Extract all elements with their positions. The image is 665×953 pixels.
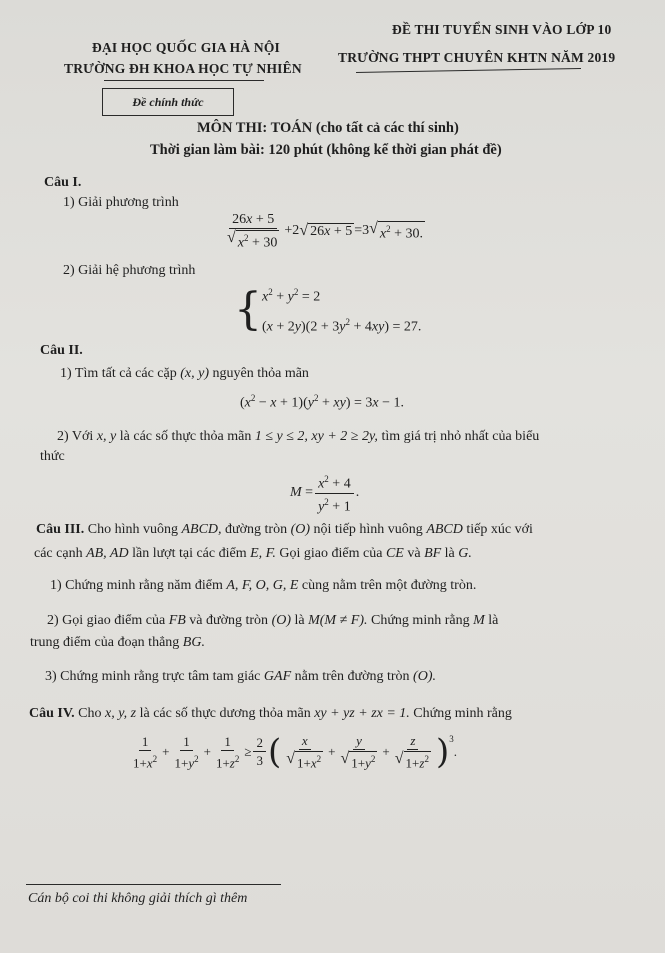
q3-l1-c: nội tiếp hình vuông <box>313 522 423 537</box>
q4-inequality: $\frac{1}{1+x^2}$ + $\frac{1}{1+y^2}$ + $\frac{1}{1+z^2}$ ≥ $\frac{2}{3}$ ( x √ $1+x^2$ + y √ $1+y^2$ + z √ $1+z^2$ ) $^3$ . <box>133 731 457 772</box>
q3-p2-fb: FB <box>168 613 186 628</box>
q3-p3-gaf: GAF <box>263 669 292 684</box>
q3-l1-o: (O) <box>290 522 311 537</box>
q3-line2 <box>34 545 472 563</box>
q3-l1-abcd2: ABCD <box>426 522 463 537</box>
q3-p2-o: (O) <box>271 613 291 628</box>
q1-part2-text: 2) Giải hệ phương trình <box>63 263 196 278</box>
q3-p3-o: (O). <box>413 669 436 684</box>
q3-p2-bg: BG. <box>182 635 205 650</box>
q2-p1-tail: nguyên thỏa mãn <box>212 366 309 381</box>
faculty-name: TRƯỜNG ĐH KHOA HỌC TỰ NHIÊN <box>64 61 302 76</box>
q3-l2-e: là <box>444 546 455 561</box>
school-name: TRƯỜNG THPT CHUYÊN KHTN NĂM 2019 <box>338 50 616 65</box>
q3-p2-m: M(M ≠ F). <box>308 613 368 628</box>
header-right-rule <box>356 68 581 73</box>
exam-time: Thời gian làm bài: 120 phút (không kể thời gian phát đề) <box>150 142 502 158</box>
q3-p2-e: là <box>488 613 499 628</box>
q2-expression-m: M = $\frac{x^2 + 4}{y^2 + 1}$ . <box>290 474 360 515</box>
q2-p2-a: 2) Với <box>57 429 94 444</box>
exam-title: ĐỀ THI TUYỂN SINH VÀO LỚP 10 <box>392 22 612 37</box>
q3-l1-a: Cho hình vuông <box>87 522 178 537</box>
q3-l1-d: tiếp xúc với <box>466 522 533 537</box>
q4-line1 <box>29 705 512 723</box>
q2-p2-cond: 1 ≤ y ≤ 2, xy + 2 ≥ 2y, <box>254 429 378 444</box>
q3-l1-b: đường tròn <box>225 522 288 537</box>
university-name: ĐẠI HỌC QUỐC GIA HÀ NỘI <box>92 40 280 55</box>
q1-title: Câu I. <box>44 175 82 190</box>
q3-l2-ab: AB, AD <box>86 546 129 561</box>
q1-part1-text: 1) Giải phương trình <box>63 195 179 210</box>
q3-p3-a: 3) Chứng minh rằng trực tâm tam giác <box>45 669 261 684</box>
q2-p1-text: 1) Tìm tất cả các cặp <box>60 366 177 381</box>
q3-p2-b: và đường tròn <box>189 613 269 628</box>
q3-p2-a: 2) Gọi giao điểm của <box>47 613 166 628</box>
q1-equation: 26x + 5 √ $x^2 + 30$ +2 √ 26x + 5 =3 √ $x^2 + 30$. <box>227 212 424 251</box>
q2-p2-vars: x, y <box>96 429 117 444</box>
q2-part2-line1 <box>57 428 539 446</box>
q3-part1 <box>50 577 476 595</box>
q4-c: Chứng minh rằng <box>413 706 512 721</box>
q3-part3 <box>45 668 436 686</box>
q3-title: Câu III. <box>36 522 85 537</box>
q3-p1-points: A, F, O, G, E <box>226 578 299 593</box>
q3-l2-c: Gọi giao điểm của <box>279 546 383 561</box>
q3-line1 <box>36 521 533 539</box>
q3-p1-b: cùng nằm trên một đường tròn. <box>301 578 477 593</box>
q4-vars: x, y, z <box>105 706 137 721</box>
q4-b: là các số thực dương thỏa mãn <box>139 706 311 721</box>
q2-p2-b: là các số thực thỏa mãn <box>119 429 252 444</box>
q3-p2-d: Chứng minh rằng <box>371 613 470 628</box>
q3-part2-line1 <box>47 612 498 630</box>
q2-part1 <box>60 365 309 383</box>
q2-p2-c: tìm giá trị nhỏ nhất của biểu <box>381 429 540 444</box>
q3-l2-d: và <box>407 546 421 561</box>
q2-p1-pair: (x, y) <box>180 366 209 381</box>
q4-title: Câu IV. <box>29 706 75 721</box>
q3-p3-b: nằm trên đường tròn <box>294 669 410 684</box>
q3-p2-m2: M <box>473 613 485 628</box>
q1-system: { $x^2 + y^2 = 2$ $(x + 2y)(2 + 3y^2 + 4xy) = 27$. <box>234 283 422 335</box>
q2-part2-line2: thức <box>40 449 65 464</box>
q4-a: Cho <box>78 706 102 721</box>
q2-equation: $(x^2 - x + 1)(y^2 + xy) = 3x - 1$. <box>240 393 404 411</box>
exam-subject: MÔN THI: TOÁN (cho tất cả các thí sinh) <box>197 120 459 136</box>
footer-note: Cán bộ coi thi không giải thích gì thêm <box>28 891 248 906</box>
q3-p2-c: là <box>294 613 305 628</box>
q3-l2-ef: E, F. <box>250 546 276 561</box>
q3-p2-f: trung điểm của đoạn thẳng <box>30 635 180 650</box>
q3-l1-abcd: ABCD, <box>181 522 222 537</box>
q3-l2-ce: CE <box>385 546 404 561</box>
official-label-box: Đề chính thức <box>102 88 234 116</box>
q3-p1-a: 1) Chứng minh rằng năm điểm <box>50 578 223 593</box>
q3-l2-a: các cạnh <box>34 546 83 561</box>
q4-cond: xy + yz + zx = 1. <box>314 706 410 721</box>
q2-title: Câu II. <box>40 343 83 358</box>
header-left-rule <box>104 80 264 81</box>
q3-part2-line2 <box>30 634 205 652</box>
q3-l2-g: G. <box>458 546 472 561</box>
q3-l2-bf: BF <box>424 546 442 561</box>
footer-rule <box>26 884 281 885</box>
q3-l2-b: lần lượt tại các điểm <box>132 546 247 561</box>
